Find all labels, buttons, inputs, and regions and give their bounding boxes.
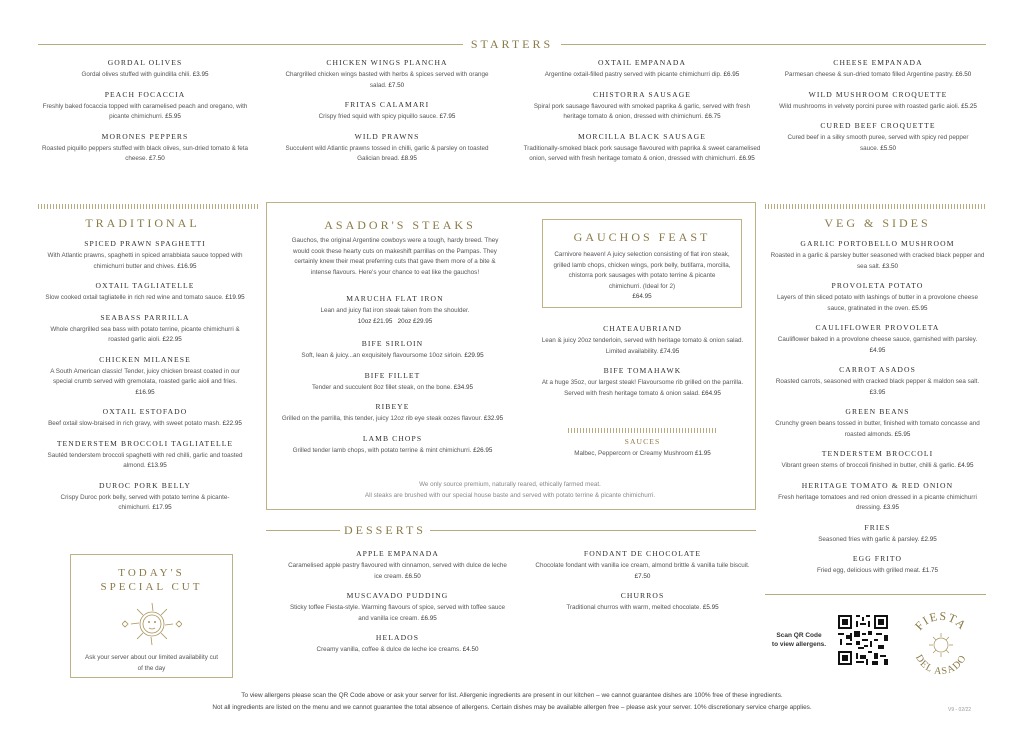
menu-item	[522, 132, 762, 165]
item-name: WILD PRAWNS	[354, 131, 420, 141]
sun-emblem-icon	[122, 599, 182, 649]
item-name: BIFE TOMAHAWK	[603, 366, 682, 375]
feast-desc: Carnivore heaven! A juicy selection consisting of flat iron steak, grilled lamb chops, chicken wings, pork belly, butifarra, morcilla, chistorra pork sausages with potato terrine & picante chimichurri. (Ideal for 2)	[553, 251, 731, 290]
menu-item	[45, 439, 245, 472]
item-desc-text: Caramelised apple pastry flavoured with cinnamon, served with dulce de leche ice cream.	[288, 562, 507, 580]
item-desc	[770, 335, 985, 356]
special-cut-title-1: TODAY'S	[118, 567, 185, 579]
sauces-dotted-rule	[568, 428, 718, 433]
item-price: £5.95	[702, 604, 719, 611]
item-desc	[778, 133, 978, 154]
item-price: £7.50	[388, 81, 405, 89]
starters-rule-right	[561, 44, 986, 45]
special-cut-desc: Ask your server about our limited availability cut of the day	[85, 654, 218, 672]
item-desc	[45, 451, 245, 472]
logo-text-bottom: DEL ASADO	[912, 652, 970, 678]
menu-item	[40, 90, 250, 123]
item-desc	[282, 144, 492, 165]
item-name: CHEESE EMPANADA	[833, 58, 923, 67]
item-desc-text: At a huge 35oz, our largest steak! Flavoursome rib grilled on the parrilla. Served with fresh heritage tomato & onion salad.	[541, 379, 744, 397]
item-desc-text: Parmesan cheese & sun-dried tomato filled Argentine pastry.	[784, 71, 954, 78]
item-desc-text: Crispy Duroc pork belly, served with potato terrine & picante-chimichurri.	[60, 493, 230, 511]
item-desc	[40, 70, 250, 81]
menu-item	[275, 434, 510, 457]
item-desc	[770, 377, 985, 398]
desserts-left-column	[285, 549, 510, 665]
item-desc	[770, 461, 985, 472]
item-name: CHICKEN WINGS PLANCHA	[326, 58, 448, 67]
item-desc-text: Wild mushrooms in velvety porcini puree with roasted garlic aioli.	[779, 102, 960, 110]
item-desc-text: Grilled on the parrilla, this tender, juicy 12oz rib eye steak oozes flavour.	[281, 415, 483, 422]
menu-item	[770, 365, 985, 398]
item-desc	[285, 561, 510, 582]
menu-item	[770, 523, 985, 546]
item-desc	[522, 70, 762, 81]
starters-column-2	[282, 58, 492, 174]
item-desc-text: Fried egg, delicious with grilled meat.	[816, 567, 921, 574]
item-price: £16.95	[177, 262, 197, 270]
starters-column-1	[40, 58, 250, 174]
item-desc-text: A South American classic! Tender, juicy chicken breast coated in our special crumb served with gremolata, roasted garlic aioli and fries.	[50, 367, 240, 385]
item-desc	[522, 102, 762, 123]
menu-item	[770, 449, 985, 472]
item-desc	[275, 383, 510, 394]
item-desc	[282, 112, 492, 123]
menu-item	[778, 90, 978, 113]
traditional-title: TRADITIONAL	[85, 216, 200, 230]
item-name: BIFE FILLET	[364, 370, 421, 380]
item-desc-text: Argentine oxtail-filled pastry served with picante chimichurri dip.	[544, 71, 722, 78]
menu-item	[285, 549, 510, 582]
item-desc	[770, 293, 985, 314]
item-desc	[535, 561, 750, 582]
menu-item	[535, 324, 750, 357]
item-name: DUROC PORK BELLY	[99, 480, 191, 490]
item-desc-text: Layers of thin sliced potato with lashings of butter in a provolone cheese sauce, gratinated in the oven.	[777, 294, 978, 312]
item-desc-text: Grilled tender lamb chops, with potato terrine & mint chimichurri.	[292, 446, 472, 454]
menu-item	[770, 239, 985, 272]
item-name: GORDAL OLIVES	[107, 58, 183, 67]
item-desc-text: Creamy vanilla, coffee & dulce de leche ice creams.	[316, 646, 461, 653]
item-desc	[770, 566, 985, 577]
item-desc-text: Roasted in a garlic & parsley butter seasoned with cracked black pepper and sea salt.	[770, 252, 985, 270]
menu-item	[522, 58, 762, 81]
item-price: £7.50	[149, 155, 165, 162]
qr-box-top-rule	[765, 594, 986, 595]
item-name: MORONES PEPPERS	[101, 131, 189, 141]
item-name: TENDERSTEM BROCCOLI	[821, 449, 934, 458]
item-desc-text: Crunchy green beans tossed in butter, finished with tomato concasse and roasted almonds.	[775, 420, 980, 438]
item-price: £1.75	[922, 567, 939, 574]
menu-item	[282, 100, 492, 123]
footer-code: V9 - 02/22	[948, 707, 972, 713]
item-price: £3.95	[883, 504, 900, 511]
item-desc-text: Traditionally-smoked black pork sausage flavoured with paprika & sweet caramelised onion, served with fresh heritage tomato & onion, dressed with chimichurri.	[523, 144, 761, 162]
item-desc-text: Soft, lean & juicy...an exquisitely flavoursome 10oz sirloin.	[301, 352, 463, 359]
menu-item	[285, 294, 505, 327]
svg-text:FIESTA	[912, 609, 970, 633]
menu-item	[535, 366, 750, 399]
item-name: MARUCHA FLAT IRON	[346, 294, 444, 303]
item-name: CHATEAUBRIAND	[603, 324, 682, 333]
item-price: £6.50	[405, 572, 421, 580]
starters-title: STARTERS	[470, 37, 554, 51]
item-price: £19.95	[225, 294, 245, 301]
item-desc-text: Cauliflower baked in a provolone cheese sauce, garnished with parsley.	[777, 336, 978, 343]
item-desc-text: Roasted piquillo peppers stuffed with black olives, sun-dried tomato & feta cheese.	[41, 144, 249, 162]
dotted-separator-right	[765, 204, 986, 209]
item-desc-text: Chocolate fondant with vanilla ice cream, almond brittle & vanilla tuile biscuit.	[535, 562, 750, 569]
steaks-note-2: All steaks are brushed with our special house baste and served with potato terrine & picante chimichurri.	[364, 491, 656, 499]
item-name: EGG FRITO	[852, 554, 903, 563]
item-desc	[45, 325, 245, 346]
item-price: £74.95	[659, 347, 680, 355]
item-price: £64.95	[701, 389, 721, 397]
item-desc-text: Whole chargrilled sea bass with potato terrine, picante chimichurri & roasted garlic aioli.	[50, 325, 240, 343]
item-desc	[778, 70, 978, 81]
item-price: £5.95	[165, 113, 181, 120]
item-desc-text: Crispy fried squid with spicy piquillo sauce.	[318, 113, 438, 120]
sharing-steaks-list	[535, 324, 750, 408]
item-desc: Lean and juicy flat iron steak taken from the shoulder.	[320, 307, 470, 314]
item-price: £3.50	[882, 262, 898, 270]
item-price: £6.95	[420, 614, 437, 622]
veg-sides-list	[770, 239, 985, 586]
item-price: £29.95	[464, 352, 484, 359]
item-name: CHISTORRA SAUSAGE	[592, 89, 692, 99]
steaks-title: ASADOR'S STEAKS	[324, 218, 476, 232]
item-price: £32.95	[483, 415, 504, 422]
sauces-title: SAUCES	[624, 437, 661, 446]
item-desc-text: Sticky toffee Fiesta-style. Warming flavours of spice, served with toffee sauce and vanilla ice cream.	[289, 604, 506, 622]
item-name: CHICKEN MILANESE	[99, 354, 191, 364]
item-price: £4.95	[957, 462, 974, 469]
item-desc-text: Seasoned fries with garlic & parsley.	[818, 535, 920, 543]
qr-caption-line-1: Scan QR Code	[776, 632, 822, 639]
item-price: £13.95	[147, 462, 167, 469]
item-desc	[40, 102, 250, 123]
item-name: HELADOS	[375, 633, 420, 642]
steaks-note-1: We only source premium, naturally reared, ethically farmed meat.	[419, 481, 601, 488]
item-name: WILD MUSHROOM CROQUETTE	[808, 89, 948, 99]
item-desc	[770, 419, 985, 440]
item-price: £5.95	[911, 304, 928, 312]
item-name: OXTAIL TAGLIATELLE	[95, 281, 195, 290]
item-desc	[45, 293, 245, 304]
desserts-rule-right	[430, 530, 756, 531]
item-name: CHURROS	[620, 591, 665, 600]
menu-item	[522, 90, 762, 123]
menu-item	[45, 481, 245, 514]
menu-item	[285, 633, 510, 656]
desserts-rule-left	[266, 530, 340, 531]
menu-item	[778, 121, 978, 154]
veg-sides-title: VEG & SIDES	[824, 216, 931, 230]
item-price: £6.95	[738, 155, 755, 162]
menu-item	[282, 132, 492, 165]
item-price: £16.95	[135, 388, 155, 396]
item-name: RIBEYE	[375, 402, 410, 411]
item-price: £6.50	[955, 71, 972, 78]
menu-item	[770, 554, 985, 577]
traditional-list	[45, 239, 245, 523]
item-desc-text: Vibrant green stems of broccoli finished in butter, chilli & garlic.	[781, 462, 957, 469]
item-price: £5.50	[880, 144, 897, 152]
qr-caption-line-2: to view allergens.	[771, 641, 827, 648]
sauces-desc: Malbec, Peppercorn or Creamy Mushroom	[574, 450, 694, 457]
menu-item	[770, 323, 985, 356]
menu-item	[770, 407, 985, 440]
item-desc	[275, 446, 510, 457]
menu-item	[282, 58, 492, 91]
steaks-intro: Gauchos, the original Argentine cowboys were a tough, hardy breed. They would cook these hearty cuts on makeshift parrillas on the Pampas. They certainly knew their meat preferring cuts that gave them more of a bite & intense flavours. Here's your chance to eat like the gauchos!	[291, 237, 499, 276]
starters-column-3	[522, 58, 762, 174]
fiesta-del-asado-logo	[906, 607, 976, 679]
desserts-right-column	[535, 549, 750, 623]
starters-rule-left	[38, 44, 463, 45]
item-price: £4.50	[462, 646, 479, 653]
item-name: TENDERSTEM BROCCOLI TAGLIATELLE	[56, 438, 234, 448]
menu-item	[275, 402, 510, 425]
item-name: CAULIFLOWER PROVOLETA	[815, 323, 940, 332]
item-price: £34.95	[453, 383, 474, 391]
item-desc-text: Beef oxtail slow-braised in rich gravy, with sweet potato mash.	[48, 420, 221, 427]
menu-item	[535, 549, 750, 582]
item-price: £2.95	[921, 535, 937, 543]
item-desc-text: Tender and succulent 8oz fillet steak, on the bone.	[311, 383, 452, 391]
item-price: £17.95	[152, 504, 172, 511]
item-desc	[770, 535, 985, 546]
item-desc-text: With Atlantic prawns, spaghetti in spiced arrabbiata sauce topped with chimichurri butter and chives.	[47, 252, 243, 270]
item-name: OXTAIL EMPANADA	[597, 58, 687, 67]
item-name: PROVOLETA POTATO	[831, 281, 924, 290]
item-price: 10oz £21.95 20oz £29.95	[357, 317, 433, 325]
item-name: SEABASS PARRILLA	[100, 312, 190, 322]
steaks-list	[275, 339, 510, 465]
menu-item	[45, 407, 245, 430]
item-name: OXTAIL ESTOFADO	[102, 407, 188, 416]
item-desc	[45, 493, 245, 514]
item-desc-text: Succulent wild Atlantic prawns tossed in chilli, garlic & parsley on toasted Galician bread.	[285, 144, 489, 162]
item-name: MUSCAVADO PUDDING	[346, 591, 449, 600]
menu-item	[770, 481, 985, 514]
qr-caption	[766, 631, 832, 649]
item-desc-text: Lean & juicy 20oz tenderloin, served with heritage tomato & onion salad. Limited availability.	[541, 337, 744, 355]
item-price: £7.95	[439, 113, 456, 120]
item-name: BIFE SIRLOIN	[361, 339, 424, 348]
menu-item	[285, 591, 510, 624]
menu-item	[778, 58, 978, 81]
item-desc-text: Freshly baked focaccia topped with caramelised peach and oregano, with picante chimichurri.	[42, 102, 248, 120]
dotted-separator-left	[38, 204, 258, 209]
gauchos-feast-box	[542, 219, 742, 308]
item-desc	[275, 351, 510, 362]
item-desc	[535, 603, 750, 614]
item-desc	[535, 378, 750, 399]
item-price: £7.50	[634, 572, 651, 580]
qr-code-icon[interactable]	[836, 613, 890, 667]
item-desc-text: Traditional churros with warm, melted chocolate.	[566, 604, 702, 611]
menu-item	[40, 132, 250, 165]
item-name: CARROT ASADOS	[839, 365, 916, 374]
item-name: LAMB CHOPS	[362, 433, 423, 443]
item-name: APPLE EMPANADA	[356, 549, 439, 558]
item-name: CURED BEEF CROQUETTE	[820, 121, 936, 130]
menu-item	[45, 313, 245, 346]
item-price: £6.95	[723, 71, 740, 78]
footer-line-1: To view allergens please scan the QR Code above or ask your server for list. Allergenic ingredients are present in our kitchen – we cannot guarantee dishes are 100% free of these ingredients.	[241, 692, 783, 699]
item-price: £3.95	[869, 388, 886, 396]
item-desc	[770, 251, 985, 272]
item-desc	[778, 102, 978, 113]
menu-item	[275, 339, 510, 362]
item-price: £8.95	[401, 155, 417, 162]
item-price: £26.95	[473, 446, 493, 454]
item-name: GREEN BEANS	[845, 407, 910, 416]
item-desc-text: Slow cooked oxtail tagliatelle in rich red wine and tomato sauce.	[45, 294, 224, 301]
item-name: FRITAS CALAMARI	[344, 100, 430, 109]
item-desc-text: Cured beef in a silky smooth puree, served with spicy red pepper sauce.	[787, 134, 969, 152]
item-desc-text: Sautéd tenderstem broccoli spaghetti with red chilli, garlic and toasted almond.	[47, 451, 243, 469]
item-desc	[770, 493, 985, 514]
item-price: £3.95	[192, 71, 209, 78]
item-desc	[282, 70, 492, 91]
item-price: £5.25	[961, 102, 977, 110]
logo-text-top: FIESTA	[911, 608, 970, 633]
item-name: FRIES	[864, 522, 891, 532]
desserts-title: DESSERTS	[344, 523, 426, 537]
item-desc	[535, 336, 750, 357]
item-name: HERITAGE TOMATO & RED ONION	[801, 480, 954, 490]
menu-item	[45, 281, 245, 304]
item-name: GARLIC PORTOBELLO MUSHROOM	[800, 239, 955, 248]
item-desc	[45, 419, 245, 430]
starters-column-4	[778, 58, 978, 163]
item-price: £22.95	[162, 336, 182, 343]
item-price: £6.75	[704, 113, 721, 120]
item-name: PEACH FOCACCIA	[104, 89, 186, 99]
item-desc	[285, 645, 510, 656]
item-desc-text: Gordal olives stuffed with guindilla chili.	[81, 71, 191, 78]
item-name: SPICED PRAWN SPAGHETTI	[84, 239, 206, 248]
item-desc-text: Spiral pork sausage flavoured with smoked paprika & garlic, served with fresh heritage tomato & onion, dressed with chimichurri.	[533, 102, 751, 120]
item-name: FONDANT DE CHOCOLATE	[583, 549, 702, 558]
item-desc	[522, 144, 762, 165]
item-desc	[40, 144, 250, 165]
item-price: £22.95	[222, 420, 242, 427]
item-desc-text: Fresh heritage tomatoes and red onion dressed in a picante chimichurri dressing.	[778, 493, 977, 511]
menu-item	[770, 281, 985, 314]
menu-item	[535, 591, 750, 614]
sauces-price: £1.95	[694, 450, 711, 457]
item-name: MORCILLA BLACK SAUSAGE	[578, 131, 706, 141]
item-desc	[45, 251, 245, 272]
feast-price: £64.95	[632, 293, 652, 300]
menu-item	[275, 371, 510, 394]
special-cut-box	[70, 554, 233, 678]
feast-title: GAUCHOS FEAST	[573, 230, 711, 244]
item-desc-text: Roasted carrots, seasoned with cracked black pepper & maldon sea salt.	[775, 378, 980, 385]
menu-item	[45, 239, 245, 272]
item-price: £5.95	[894, 430, 911, 438]
menu-item	[45, 355, 245, 399]
item-desc-text: Chargrilled chicken wings basted with herbs & spices served with orange salad.	[285, 71, 489, 89]
item-desc	[275, 414, 510, 425]
menu-item	[40, 58, 250, 81]
special-cut-title-2: SPECIAL CUT	[100, 581, 203, 593]
item-desc	[285, 603, 510, 624]
item-price: £4.95	[869, 346, 886, 354]
footer-line-2: Not all ingredients are listed on the menu and we cannot guarantee the total absence of allergens. Certain dishes may be available allergen free – please ask your server. 10% discretionary service charge applies.	[212, 704, 812, 711]
item-desc	[45, 367, 245, 399]
